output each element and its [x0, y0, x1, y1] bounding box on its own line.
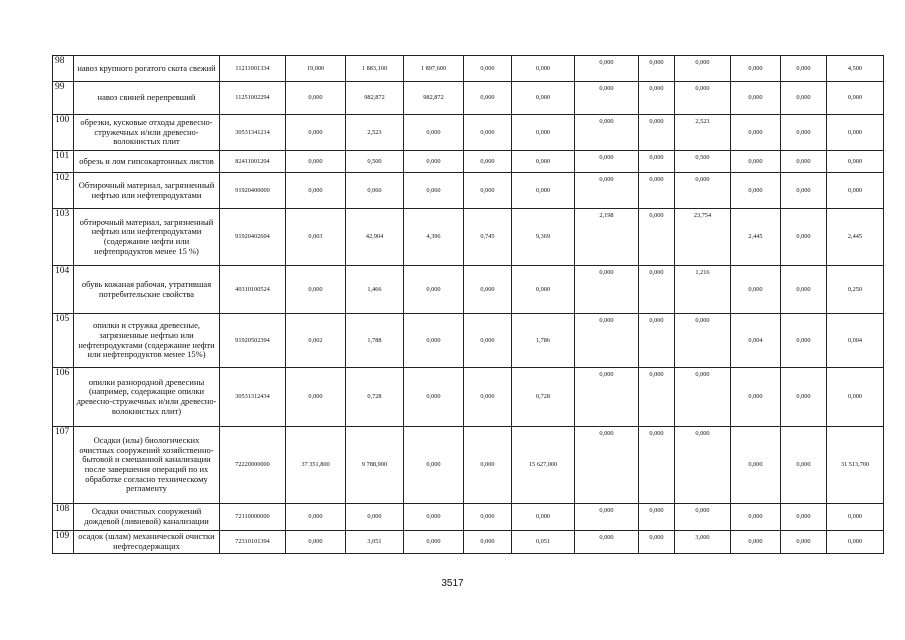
table-row	[53, 56, 884, 82]
row-number: 106	[53, 368, 74, 427]
value-cell: 0,000	[675, 173, 731, 209]
value-cell: 0,000	[575, 115, 639, 151]
table-row	[53, 368, 884, 427]
value-cell: 0,002	[286, 314, 346, 368]
value-cell: 0,000	[404, 368, 464, 427]
value-cell: 0,000	[464, 115, 512, 151]
table-row	[53, 115, 884, 151]
value-cell: 2,445	[827, 209, 884, 266]
value-cell: 1,466	[346, 266, 404, 314]
value-cell: 0,000	[575, 314, 639, 368]
value-cell: 0,000	[464, 173, 512, 209]
value-cell: 31 513,700	[827, 427, 884, 504]
value-cell: 0,000	[575, 151, 639, 173]
value-cell: 0,000	[639, 151, 675, 173]
value-cell: 0,000	[781, 531, 827, 554]
value-cell: 0,000	[731, 504, 781, 531]
waste-name: обувь кожаная рабочая, утратившая потребительские свойства	[74, 266, 220, 314]
value-cell: 0,250	[827, 266, 884, 314]
value-cell: 0,000	[464, 314, 512, 368]
value-cell: 0,000	[404, 266, 464, 314]
value-cell: 4,396	[404, 209, 464, 266]
value-cell: 0,000	[464, 504, 512, 531]
table-row	[53, 82, 884, 115]
value-cell: 0,000	[575, 504, 639, 531]
value-cell: 0,000	[781, 56, 827, 82]
value-cell: 0,000	[575, 82, 639, 115]
value-cell: 0,000	[781, 427, 827, 504]
row-number: 102	[53, 173, 74, 209]
value-cell: 0,000	[464, 427, 512, 504]
value-cell: 0,000	[731, 427, 781, 504]
fkko-code: 30531312434	[220, 368, 286, 427]
fkko-code: 72110000000	[220, 504, 286, 531]
row-number: 104	[53, 266, 74, 314]
waste-name: Осадки очистных сооружений дождевой (ливневой) канализации	[74, 504, 220, 531]
value-cell: 0,000	[575, 531, 639, 554]
waste-name: навоз свиней перепревший	[74, 82, 220, 115]
value-cell: 0,000	[639, 209, 675, 266]
fkko-code: 72220000000	[220, 427, 286, 504]
waste-name: опилки разнородной древесины (например, содержащие опилки древесно-стружечных и/или древесно-волокнистых плит)	[74, 368, 220, 427]
value-cell: 0,000	[512, 115, 575, 151]
value-cell: 0,000	[404, 314, 464, 368]
value-cell: 0,000	[675, 82, 731, 115]
value-cell: 0,000	[464, 56, 512, 82]
value-cell: 0,000	[512, 82, 575, 115]
row-number: 101	[53, 151, 74, 173]
value-cell: 0,000	[781, 266, 827, 314]
fkko-code: 91920502394	[220, 314, 286, 368]
value-cell: 0,000	[404, 504, 464, 531]
row-number: 103	[53, 209, 74, 266]
value-cell: 0,000	[346, 504, 404, 531]
waste-name: Осадки (илы) биологических очистных сооружений хозяйственно-бытовой и смешанной канализации после завершения операций по их обработке согласно техническому регламенту	[74, 427, 220, 504]
fkko-code: 82411001204	[220, 151, 286, 173]
value-cell: 0,000	[639, 504, 675, 531]
value-cell: 0,000	[639, 82, 675, 115]
value-cell: 0,000	[512, 173, 575, 209]
waste-name: обрезки, кусковые отходы древесно-стружечных и/или древесно-волокнистых плит	[74, 115, 220, 151]
value-cell: 23,754	[675, 209, 731, 266]
value-cell: 0,000	[286, 151, 346, 173]
value-cell: 0,000	[575, 368, 639, 427]
value-cell: 1,216	[675, 266, 731, 314]
value-cell: 0,000	[464, 151, 512, 173]
value-cell: 19,000	[286, 56, 346, 82]
value-cell: 1 883,100	[346, 56, 404, 82]
value-cell: 0,000	[781, 209, 827, 266]
table-row	[53, 427, 884, 504]
value-cell: 1,788	[346, 314, 404, 368]
value-cell: 0,000	[512, 266, 575, 314]
value-cell: 0,728	[512, 368, 575, 427]
value-cell: 1 897,600	[404, 56, 464, 82]
value-cell: 0,000	[464, 266, 512, 314]
value-cell: 0,000	[512, 151, 575, 173]
waste-name: обрезь и лом гипсокартонных листов	[74, 151, 220, 173]
value-cell: 0,000	[286, 266, 346, 314]
value-cell: 0,000	[464, 368, 512, 427]
value-cell: 0,003	[286, 209, 346, 266]
value-cell: 0,000	[781, 368, 827, 427]
row-number: 99	[53, 82, 74, 115]
value-cell: 0,000	[827, 173, 884, 209]
waste-name: Обтирочный материал, загрязненный нефтью или нефтепродуктами	[74, 173, 220, 209]
value-cell: 9 788,900	[346, 427, 404, 504]
table-row	[53, 209, 884, 266]
table-row	[53, 504, 884, 531]
value-cell: 0,000	[827, 115, 884, 151]
value-cell: 0,500	[675, 151, 731, 173]
fkko-code: 72310101394	[220, 531, 286, 554]
value-cell: 0,000	[575, 427, 639, 504]
page-number: 3517	[441, 578, 464, 589]
fkko-code: 11211001334	[220, 56, 286, 82]
value-cell: 0,000	[731, 266, 781, 314]
row-number: 100	[53, 115, 74, 151]
value-cell: 0,000	[404, 427, 464, 504]
value-cell: 0,000	[781, 173, 827, 209]
value-cell: 0,000	[675, 427, 731, 504]
value-cell: 0,004	[827, 314, 884, 368]
value-cell: 0,000	[731, 531, 781, 554]
value-cell: 2,523	[346, 115, 404, 151]
value-cell: 2,445	[731, 209, 781, 266]
fkko-code: 11251002294	[220, 82, 286, 115]
value-cell: 0,000	[464, 82, 512, 115]
value-cell: 0,000	[675, 314, 731, 368]
value-cell: 0,000	[575, 266, 639, 314]
value-cell: 3,051	[346, 531, 404, 554]
value-cell: 0,000	[639, 173, 675, 209]
fkko-code: 40310100524	[220, 266, 286, 314]
value-cell: 3,000	[675, 531, 731, 554]
value-cell: 0,000	[464, 531, 512, 554]
value-cell: 0,000	[781, 115, 827, 151]
value-cell: 0,000	[827, 531, 884, 554]
table-row	[53, 151, 884, 173]
waste-name: обтирочный материал, загрязненный нефтью или нефтепродуктами (содержание нефти или нефтепродуктов менее 15 %)	[74, 209, 220, 266]
value-cell: 0,000	[404, 531, 464, 554]
table-row	[53, 266, 884, 314]
table-row	[53, 173, 884, 209]
value-cell: 0,500	[346, 151, 404, 173]
value-cell: 37 351,800	[286, 427, 346, 504]
value-cell: 982,872	[404, 82, 464, 115]
value-cell: 0,000	[639, 115, 675, 151]
fkko-code: 30531341214	[220, 115, 286, 151]
table-row	[53, 531, 884, 554]
value-cell: 0,000	[731, 56, 781, 82]
value-cell: 982,872	[346, 82, 404, 115]
value-cell: 0,000	[639, 314, 675, 368]
value-cell: 0,051	[512, 531, 575, 554]
value-cell: 0,000	[781, 151, 827, 173]
value-cell: 0,060	[404, 173, 464, 209]
value-cell: 0,000	[639, 56, 675, 82]
value-cell: 2,523	[675, 115, 731, 151]
value-cell: 0,000	[827, 368, 884, 427]
value-cell: 0,000	[781, 504, 827, 531]
row-number: 108	[53, 504, 74, 531]
value-cell: 2,198	[575, 209, 639, 266]
value-cell: 0,000	[639, 266, 675, 314]
value-cell: 0,000	[731, 368, 781, 427]
row-number: 98	[53, 56, 74, 82]
waste-name: осадок (шлам) механической очистки нефтесодержащих	[74, 531, 220, 554]
value-cell: 0,000	[731, 151, 781, 173]
row-number: 105	[53, 314, 74, 368]
value-cell: 0,000	[731, 173, 781, 209]
value-cell: 0,000	[675, 504, 731, 531]
waste-name: опилки и стружка древесные, загрязненные нефтью или нефтепродуктами (содержание нефти или нефтепродуктов менее 15%)	[74, 314, 220, 368]
value-cell: 42,904	[346, 209, 404, 266]
value-cell: 0,000	[575, 173, 639, 209]
value-cell: 4,500	[827, 56, 884, 82]
waste-balance-table	[52, 55, 884, 554]
value-cell: 9,369	[512, 209, 575, 266]
value-cell: 0,000	[827, 504, 884, 531]
value-cell: 0,728	[346, 368, 404, 427]
value-cell: 15 627,000	[512, 427, 575, 504]
row-number: 107	[53, 427, 74, 504]
fkko-code: 91920400000	[220, 173, 286, 209]
fkko-code: 91920402604	[220, 209, 286, 266]
value-cell: 1,786	[512, 314, 575, 368]
value-cell: 0,000	[286, 115, 346, 151]
value-cell: 0,000	[731, 115, 781, 151]
value-cell: 0,000	[781, 82, 827, 115]
value-cell: 0,000	[512, 504, 575, 531]
value-cell: 0,000	[286, 82, 346, 115]
value-cell: 0,000	[675, 368, 731, 427]
value-cell: 0,000	[286, 504, 346, 531]
value-cell: 0,004	[731, 314, 781, 368]
value-cell: 0,000	[781, 314, 827, 368]
row-number: 109	[53, 531, 74, 554]
value-cell: 0,000	[827, 82, 884, 115]
value-cell: 0,000	[404, 115, 464, 151]
value-cell: 0,000	[639, 427, 675, 504]
value-cell: 0,000	[286, 173, 346, 209]
value-cell: 0,000	[639, 368, 675, 427]
value-cell: 0,000	[639, 531, 675, 554]
value-cell: 0,000	[286, 368, 346, 427]
value-cell: 0,000	[575, 56, 639, 82]
value-cell: 0,000	[827, 151, 884, 173]
value-cell: 0,000	[731, 82, 781, 115]
table-row	[53, 314, 884, 368]
value-cell: 0,060	[346, 173, 404, 209]
value-cell: 0,000	[675, 56, 731, 82]
waste-name: навоз крупного рогатого скота свежий	[74, 56, 220, 82]
value-cell: 0,000	[404, 151, 464, 173]
value-cell: 0,000	[512, 56, 575, 82]
value-cell: 0,745	[464, 209, 512, 266]
value-cell: 0,000	[286, 531, 346, 554]
